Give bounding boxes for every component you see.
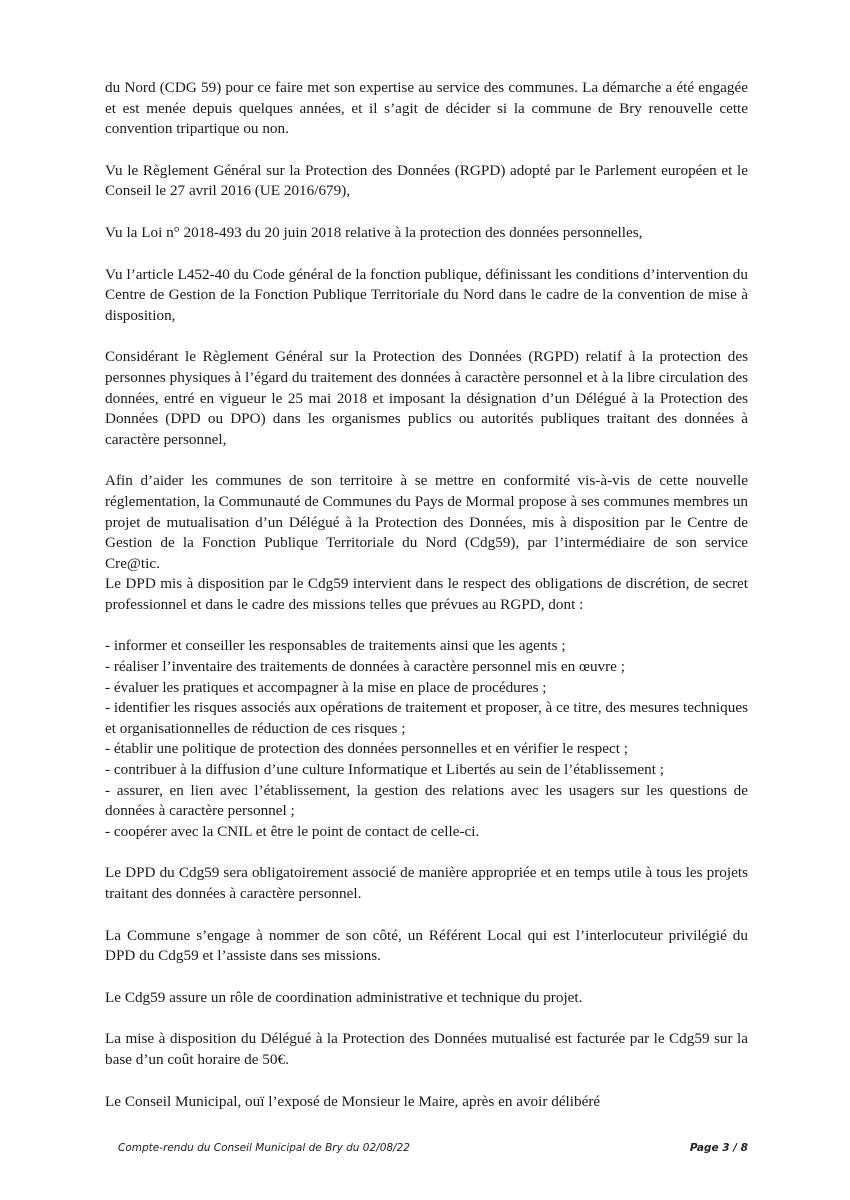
footer-document-title: Compte-rendu du Conseil Municipal de Bry du 02/08/22 <box>118 1142 410 1154</box>
paragraph-vu-rgpd: Vu le Règlement Général sur la Protection des Données (RGPD) adopté par le Parlement européen et le Conseil le 27 avril 2016 (UE 2016/679), <box>105 161 748 200</box>
paragraph-conseil-municipal: Le Conseil Municipal, ouï l’exposé de Monsieur le Maire, après en avoir délibéré <box>105 1092 601 1110</box>
list-item: - évaluer les pratiques et accompagner à la mise en place de procédures ; <box>105 678 547 696</box>
paragraph-referent-local: La Commune s’engage à nommer de son côté, un Référent Local qui est l’interlocuteur privilégié du DPD du Cdg59 et l’assiste dans ses missions. <box>105 926 748 965</box>
list-item: - assurer, en lien avec l’établissement, la gestion des relations avec les usagers sur les questions de données à caractère personnel ; <box>105 781 748 820</box>
paragraph-dpd-missions-intro: Le DPD mis à disposition par le Cdg59 intervient dans le respect des obligations de discrétion, de secret professionnel et dans le cadre des missions telles que prévues au RGPD, dont : <box>105 575 748 613</box>
list-item: - identifier les risques associés aux opérations de traitement et proposer, à ce titre, des mesures techniques et organisationnelles de réduction de ces risques ; <box>105 699 748 737</box>
list-item: - contribuer à la diffusion d’une culture Informatique et Libertés au sein de l’établissement ; <box>105 761 664 779</box>
paragraph-vu-loi: Vu la Loi n° 2018-493 du 20 juin 2018 relative à la protection des données personnelles, <box>105 223 643 241</box>
footer-page-number: Page 3 / 8 <box>689 1142 748 1154</box>
document-body <box>105 78 748 1112</box>
paragraph-afin: Afin d’aider les communes de son territoire à se mettre en conformité vis-à-vis de cette nouvelle réglementation, la Communauté de Communes du Pays de Mormal propose à ses communes membres un projet de mutualisation d’un Délégué à la Protection des Données, mis à disposition par le Centre de Gestion de la Fonction Publique Territoriale du Nord (Cdg59), par l’intermédiaire de son service Cre@tic. <box>105 472 748 572</box>
list-item: - coopérer avec la CNIL et être le point de contact de celle-ci. <box>105 822 480 840</box>
missions-list <box>105 636 748 842</box>
paragraph-coordination: Le Cdg59 assure un rôle de coordination administrative et technique du projet. <box>105 988 583 1006</box>
paragraph-considerant: Considérant le Règlement Général sur la Protection des Données (RGPD) relatif à la protection des personnes physiques à l’égard du traitement des données à caractère personnel et à la libre circulation des données, entré en vigueur le 25 mai 2018 et imposant la désignation d’un Délégué à la Protection des Données (DPD ou DPO) dans les organismes publics ou autorités publiques traitant des données à caractère personnel, <box>105 348 748 448</box>
paragraph-dpd-associe: Le DPD du Cdg59 sera obligatoirement associé de manière appropriée et en temps utile à tous les projets traitant des données à caractère personnel. <box>105 864 748 902</box>
paragraph-cdg59-context: du Nord (CDG 59) pour ce faire met son expertise au service des communes. La démarche a été engagée et est menée depuis quelques années, et il s’agit de décider si la commune de Bry renouvelle cette convention tripartique ou non. <box>105 79 748 138</box>
paragraph-vu-article: Vu l’article L452-40 du Code général de la fonction publique, définissant les conditions d’intervention du Centre de Gestion de la Fonction Publique Territoriale du Nord dans le cadre de la convention de mise à disposition, <box>105 265 748 324</box>
list-item: - réaliser l’inventaire des traitements de données à caractère personnel mis en œuvre ; <box>105 658 625 676</box>
paragraph-facturation: La mise à disposition du Délégué à la Protection des Données mutualisé est facturée par le Cdg59 sur la base d’un coût horaire de 50€. <box>105 1030 748 1068</box>
list-item: - établir une politique de protection des données personnelles et en vérifier le respect ; <box>105 740 628 758</box>
list-item: - informer et conseiller les responsables de traitements ainsi que les agents ; <box>105 637 566 655</box>
